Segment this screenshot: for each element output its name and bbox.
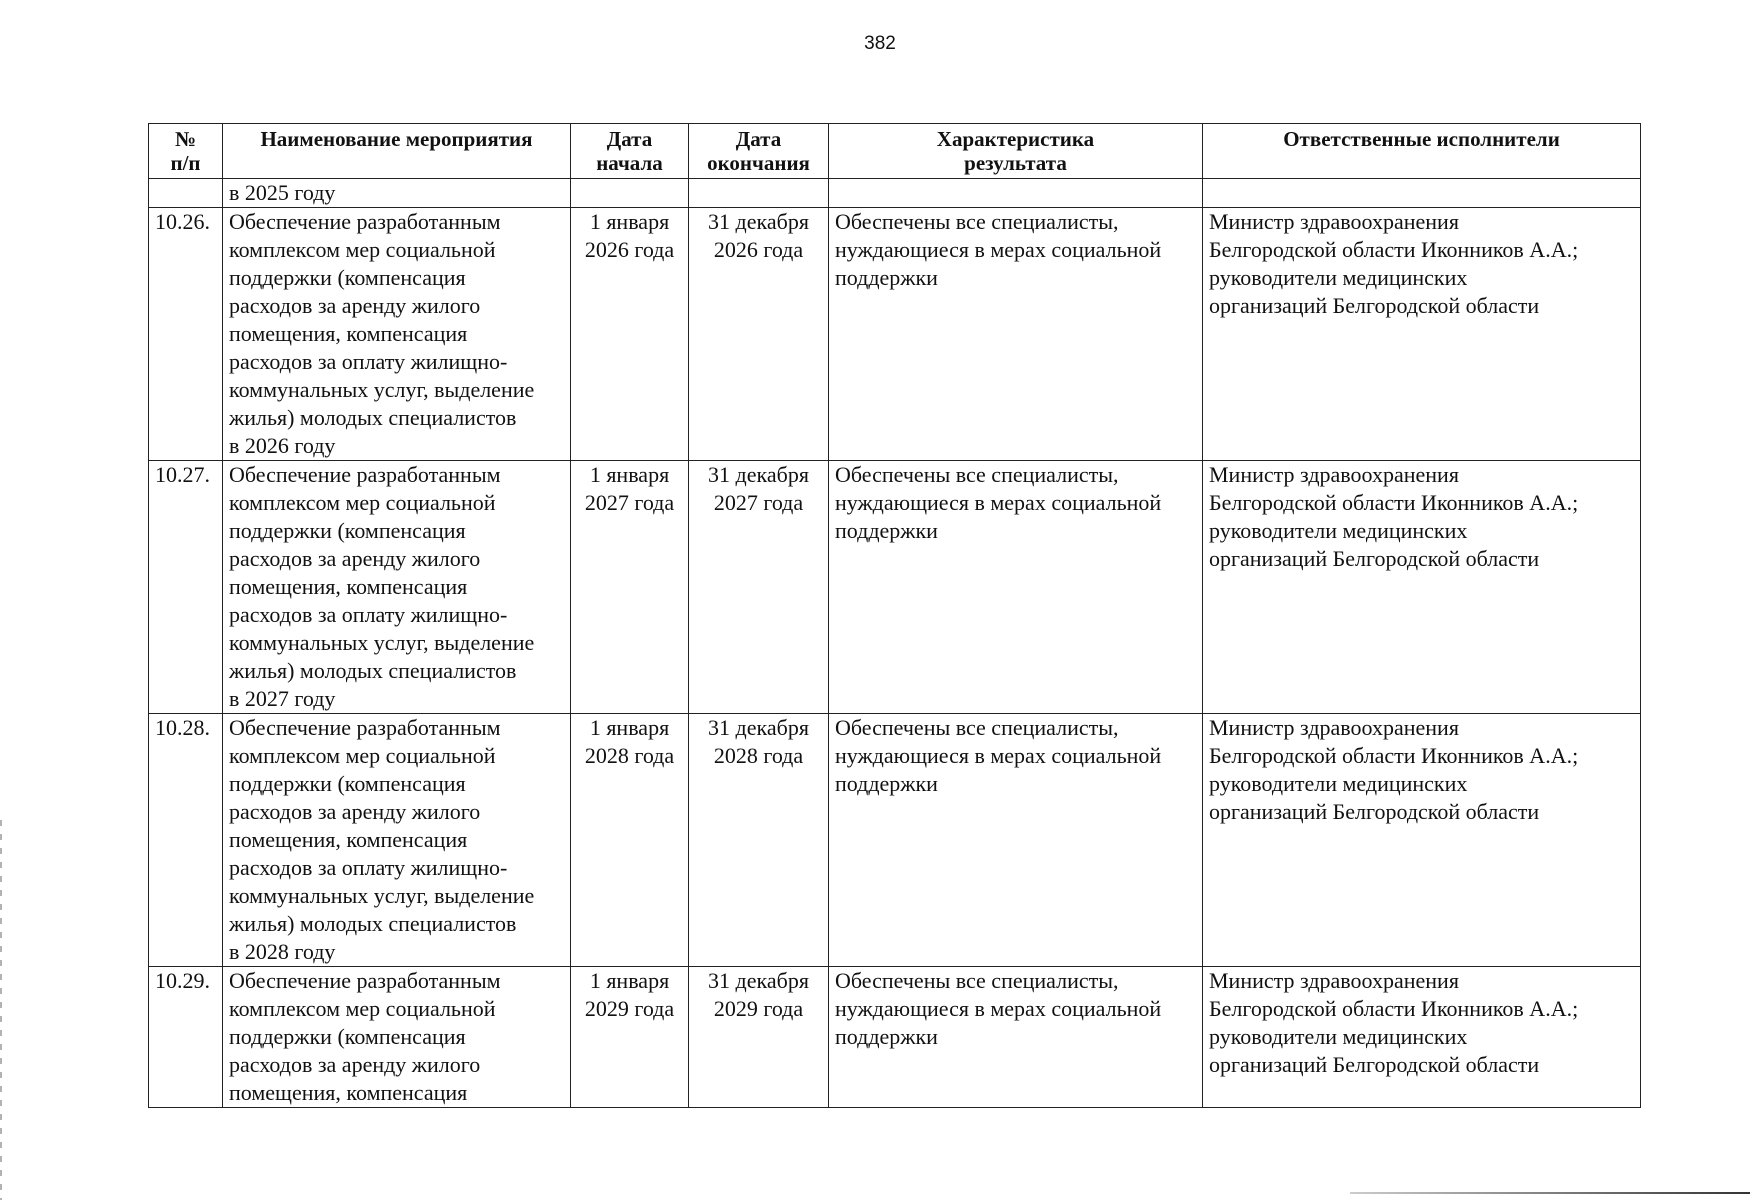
row-name-cell: Обеспечение разработанным комплексом мер социальной поддержки (компенсация расходов за аренду жилого помещения, компенсация — [223, 967, 571, 1108]
row-start-cell: 1 января 2028 года — [571, 714, 689, 967]
header-name: Наименование мероприятия — [223, 124, 571, 179]
row-start-cell: 1 января 2029 года — [571, 967, 689, 1108]
row-num-cell: 10.27. — [149, 461, 223, 714]
activities-table — [148, 123, 1641, 1108]
row-end-cell: 31 декабря 2027 года — [689, 461, 829, 714]
row-start-cell: 1 января 2027 года — [571, 461, 689, 714]
table-row — [149, 208, 1641, 461]
row-responsible-cell: Министр здравоохранения Белгородской области Иконников А.А.; руководители медицинских организаций Белгородской области — [1203, 714, 1641, 967]
row-result-cell: Обеспечены все специалисты, нуждающиеся в мерах социальной поддержки — [829, 967, 1203, 1108]
table-row — [149, 714, 1641, 967]
row-num-cell: 10.28. — [149, 714, 223, 967]
row-responsible-cell: Министр здравоохранения Белгородской области Иконников А.А.; руководители медицинских организаций Белгородской области — [1203, 461, 1641, 714]
scan-edge-artifact — [0, 820, 2, 1200]
table-header-row — [149, 124, 1641, 179]
row-num-cell: 10.29. — [149, 967, 223, 1108]
row-name-cell: Обеспечение разработанным комплексом мер социальной поддержки (компенсация расходов за аренду жилого помещения, компенсация расходов за оплату жилищно- коммунальных услуг, выделение жилья) молодых специалистов в 2028 году — [223, 714, 571, 967]
row-responsible-cell: Министр здравоохранения Белгородской области Иконников А.А.; руководители медицинских организаций Белгородской области — [1203, 967, 1641, 1108]
row-result-cell: Обеспечены все специалисты, нуждающиеся в мерах социальной поддержки — [829, 461, 1203, 714]
row-end-cell: 31 декабря 2028 года — [689, 714, 829, 967]
row-result-cell: Обеспечены все специалисты, нуждающиеся в мерах социальной поддержки — [829, 208, 1203, 461]
row-num-cell: 10.26. — [149, 208, 223, 461]
row-start-cell: 1 января 2026 года — [571, 208, 689, 461]
table-row-continuation — [149, 179, 1641, 208]
header-result: Характеристика результата — [829, 124, 1203, 179]
row-end-cell: 31 декабря 2026 года — [689, 208, 829, 461]
header-num: № п/п — [149, 124, 223, 179]
row-name-cell: Обеспечение разработанным комплексом мер социальной поддержки (компенсация расходов за аренду жилого помещения, компенсация расходов за оплату жилищно- коммунальных услуг, выделение жилья) молодых специалистов в 2026 году — [223, 208, 571, 461]
table-row — [149, 461, 1641, 714]
header-responsible: Ответственные исполнители — [1203, 124, 1641, 179]
row-end-cell: 31 декабря 2029 года — [689, 967, 829, 1108]
header-start-date: Дата начала — [571, 124, 689, 179]
header-end-date: Дата окончания — [689, 124, 829, 179]
row-responsible-cell: Министр здравоохранения Белгородской области Иконников А.А.; руководители медицинских организаций Белгородской области — [1203, 208, 1641, 461]
scan-rule-artifact — [1350, 1192, 1750, 1194]
page-number: 382 — [864, 33, 896, 54]
continuation-name-cell: в 2025 году — [223, 179, 571, 208]
row-result-cell: Обеспечены все специалисты, нуждающиеся в мерах социальной поддержки — [829, 714, 1203, 967]
table-row — [149, 967, 1641, 1108]
row-name-cell: Обеспечение разработанным комплексом мер социальной поддержки (компенсация расходов за аренду жилого помещения, компенсация расходов за оплату жилищно- коммунальных услуг, выделение жилья) молодых специалистов в 2027 году — [223, 461, 571, 714]
